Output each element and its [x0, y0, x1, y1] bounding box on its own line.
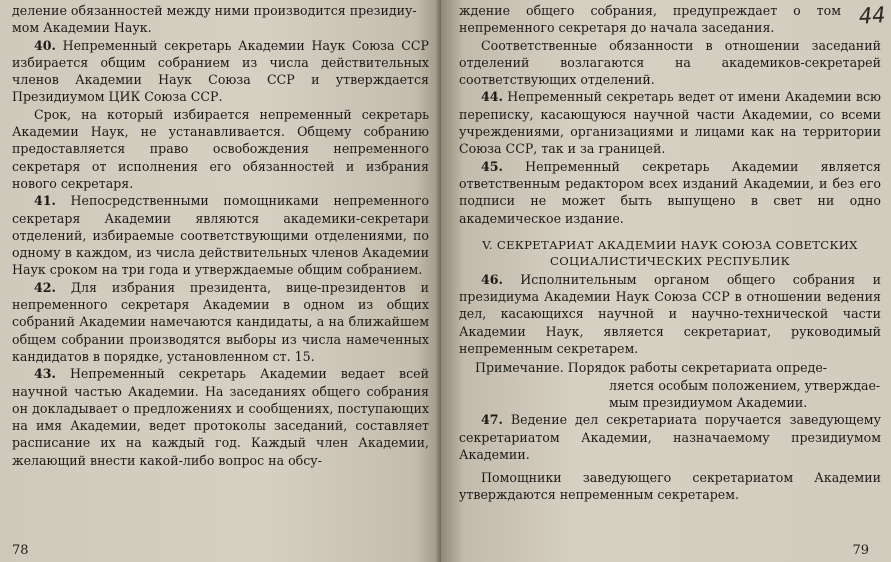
article-42: [12, 279, 429, 365]
article-text: Исполнительным органом общего собрания и президиума Академии Наук Союза ССР в отношении ведения дел, касающихся научной и научно-технической части Академии Наук, является секретариат, руководимый непременным секретарем.: [459, 271, 881, 357]
article-number: 40.: [34, 37, 56, 53]
page-number: 79: [852, 543, 869, 558]
note-block: [459, 359, 881, 411]
article-number: 45.: [481, 158, 503, 174]
article-number: 46.: [481, 271, 503, 287]
section-heading-line: СОЦИАЛИСТИЧЕСКИХ РЕСПУБЛИК: [550, 253, 790, 268]
note-label: Примечание.: [475, 360, 564, 376]
right-page: [441, 0, 891, 562]
article-40: [12, 37, 429, 106]
article-number: 47.: [481, 412, 503, 428]
article-47-paragraph: Помощники заведующего секретариатом Академии утверждаются непременным секретарем.: [459, 470, 881, 503]
section-heading: [459, 237, 881, 269]
article-number: 43.: [34, 366, 56, 382]
note-text: Порядок работы секретариата опреде-: [567, 360, 828, 376]
section-heading-line: V. СЕКРЕТАРИАТ АКАДЕМИИ НАУК СОЮЗА СОВЕТСКИХ: [482, 237, 858, 252]
text-line: мом Академии Наук.: [12, 20, 152, 36]
article-43: [12, 365, 429, 469]
article-47: [459, 411, 881, 463]
article-text: Непременный секретарь ведет от имени Академии всю переписку, касающуюся научной части Академии, со всеми учреждениями, организациями и лицами как на территории Союза ССР, так и за границей.: [459, 89, 881, 157]
article-text: Непосредственными помощниками непременного секретаря Академии являются академики-секретари отделений, избираемые соответствующими отделениями, по одному в каждом, из числа действительных членов Академии Наук сроком на три года и утверждаемые общим собранием.: [12, 193, 429, 278]
article-44: [459, 88, 881, 157]
article-text: Непременный секретарь Академии является ответственным редактором всех изданий Академии, и без его подписи не может быть выпущено в свет ни одно академическое издание.: [459, 158, 881, 226]
article-text: Непременный секретарь Академии ведает всей научной частью Академии. На заседаниях общего собрания он докладывает о предложениях и сообщениях, поступающих на имя Академии, ведет протоколы заседаний, составляет расписание их на каждый год. Каждый член Академии, желающий внести какой-либо вопрос на обсу-: [12, 366, 429, 468]
left-page: [0, 0, 441, 562]
article-41: [12, 192, 429, 278]
article-text: Для избрания президента, вице-президентов и непременного секретаря Академии в одном из общих собраний Академии намечаются кандидаты, а на ближайшем общем собрании производятся выборы из числа намеченных кандидатов в порядке, установленном ст. 15.: [12, 279, 429, 364]
article-40-paragraph: Срок, на который избирается непременный секретарь Академии Наук, не устанавливается. Общему собранию предоставляется право освобождения непременного секретаря от исполнения его обязанностей и избрания нового секретаря.: [12, 106, 429, 191]
handwritten-page-mark: 44: [857, 3, 886, 30]
article-43-continuation: ждение общего собрания, предупреждает о том непременного секретаря до начала заседания.: [459, 3, 841, 36]
article-43-paragraph: Соответственные обязанности в отношении заседаний отделений возлагаются на академиков-секретарей соответствующих отделений.: [459, 37, 881, 88]
article-46: [459, 271, 881, 357]
text-line: деление обязанностей между ними производится президиу-: [12, 3, 417, 18]
article-number: 42.: [34, 279, 56, 295]
page-number: 78: [12, 543, 29, 558]
article-45: [459, 158, 881, 227]
article-number: 44.: [481, 89, 503, 105]
note-line: мым президиумом Академии.: [609, 394, 808, 410]
note-line: [459, 359, 881, 376]
note-line: ляется особым положением, утверждае-: [609, 377, 881, 393]
article-text: Ведение дел секретариата поручается заведующему секретариатом Академии, назначаемому президиумом Академии.: [459, 412, 881, 462]
article-number: 41.: [34, 193, 56, 209]
article-text: Непременный секретарь Академии Наук Союза ССР избирается общим собранием из числа действительных членов Академии Наук Союза ССР и утверждается Президиумом ЦИК Союза ССР.: [12, 37, 429, 105]
